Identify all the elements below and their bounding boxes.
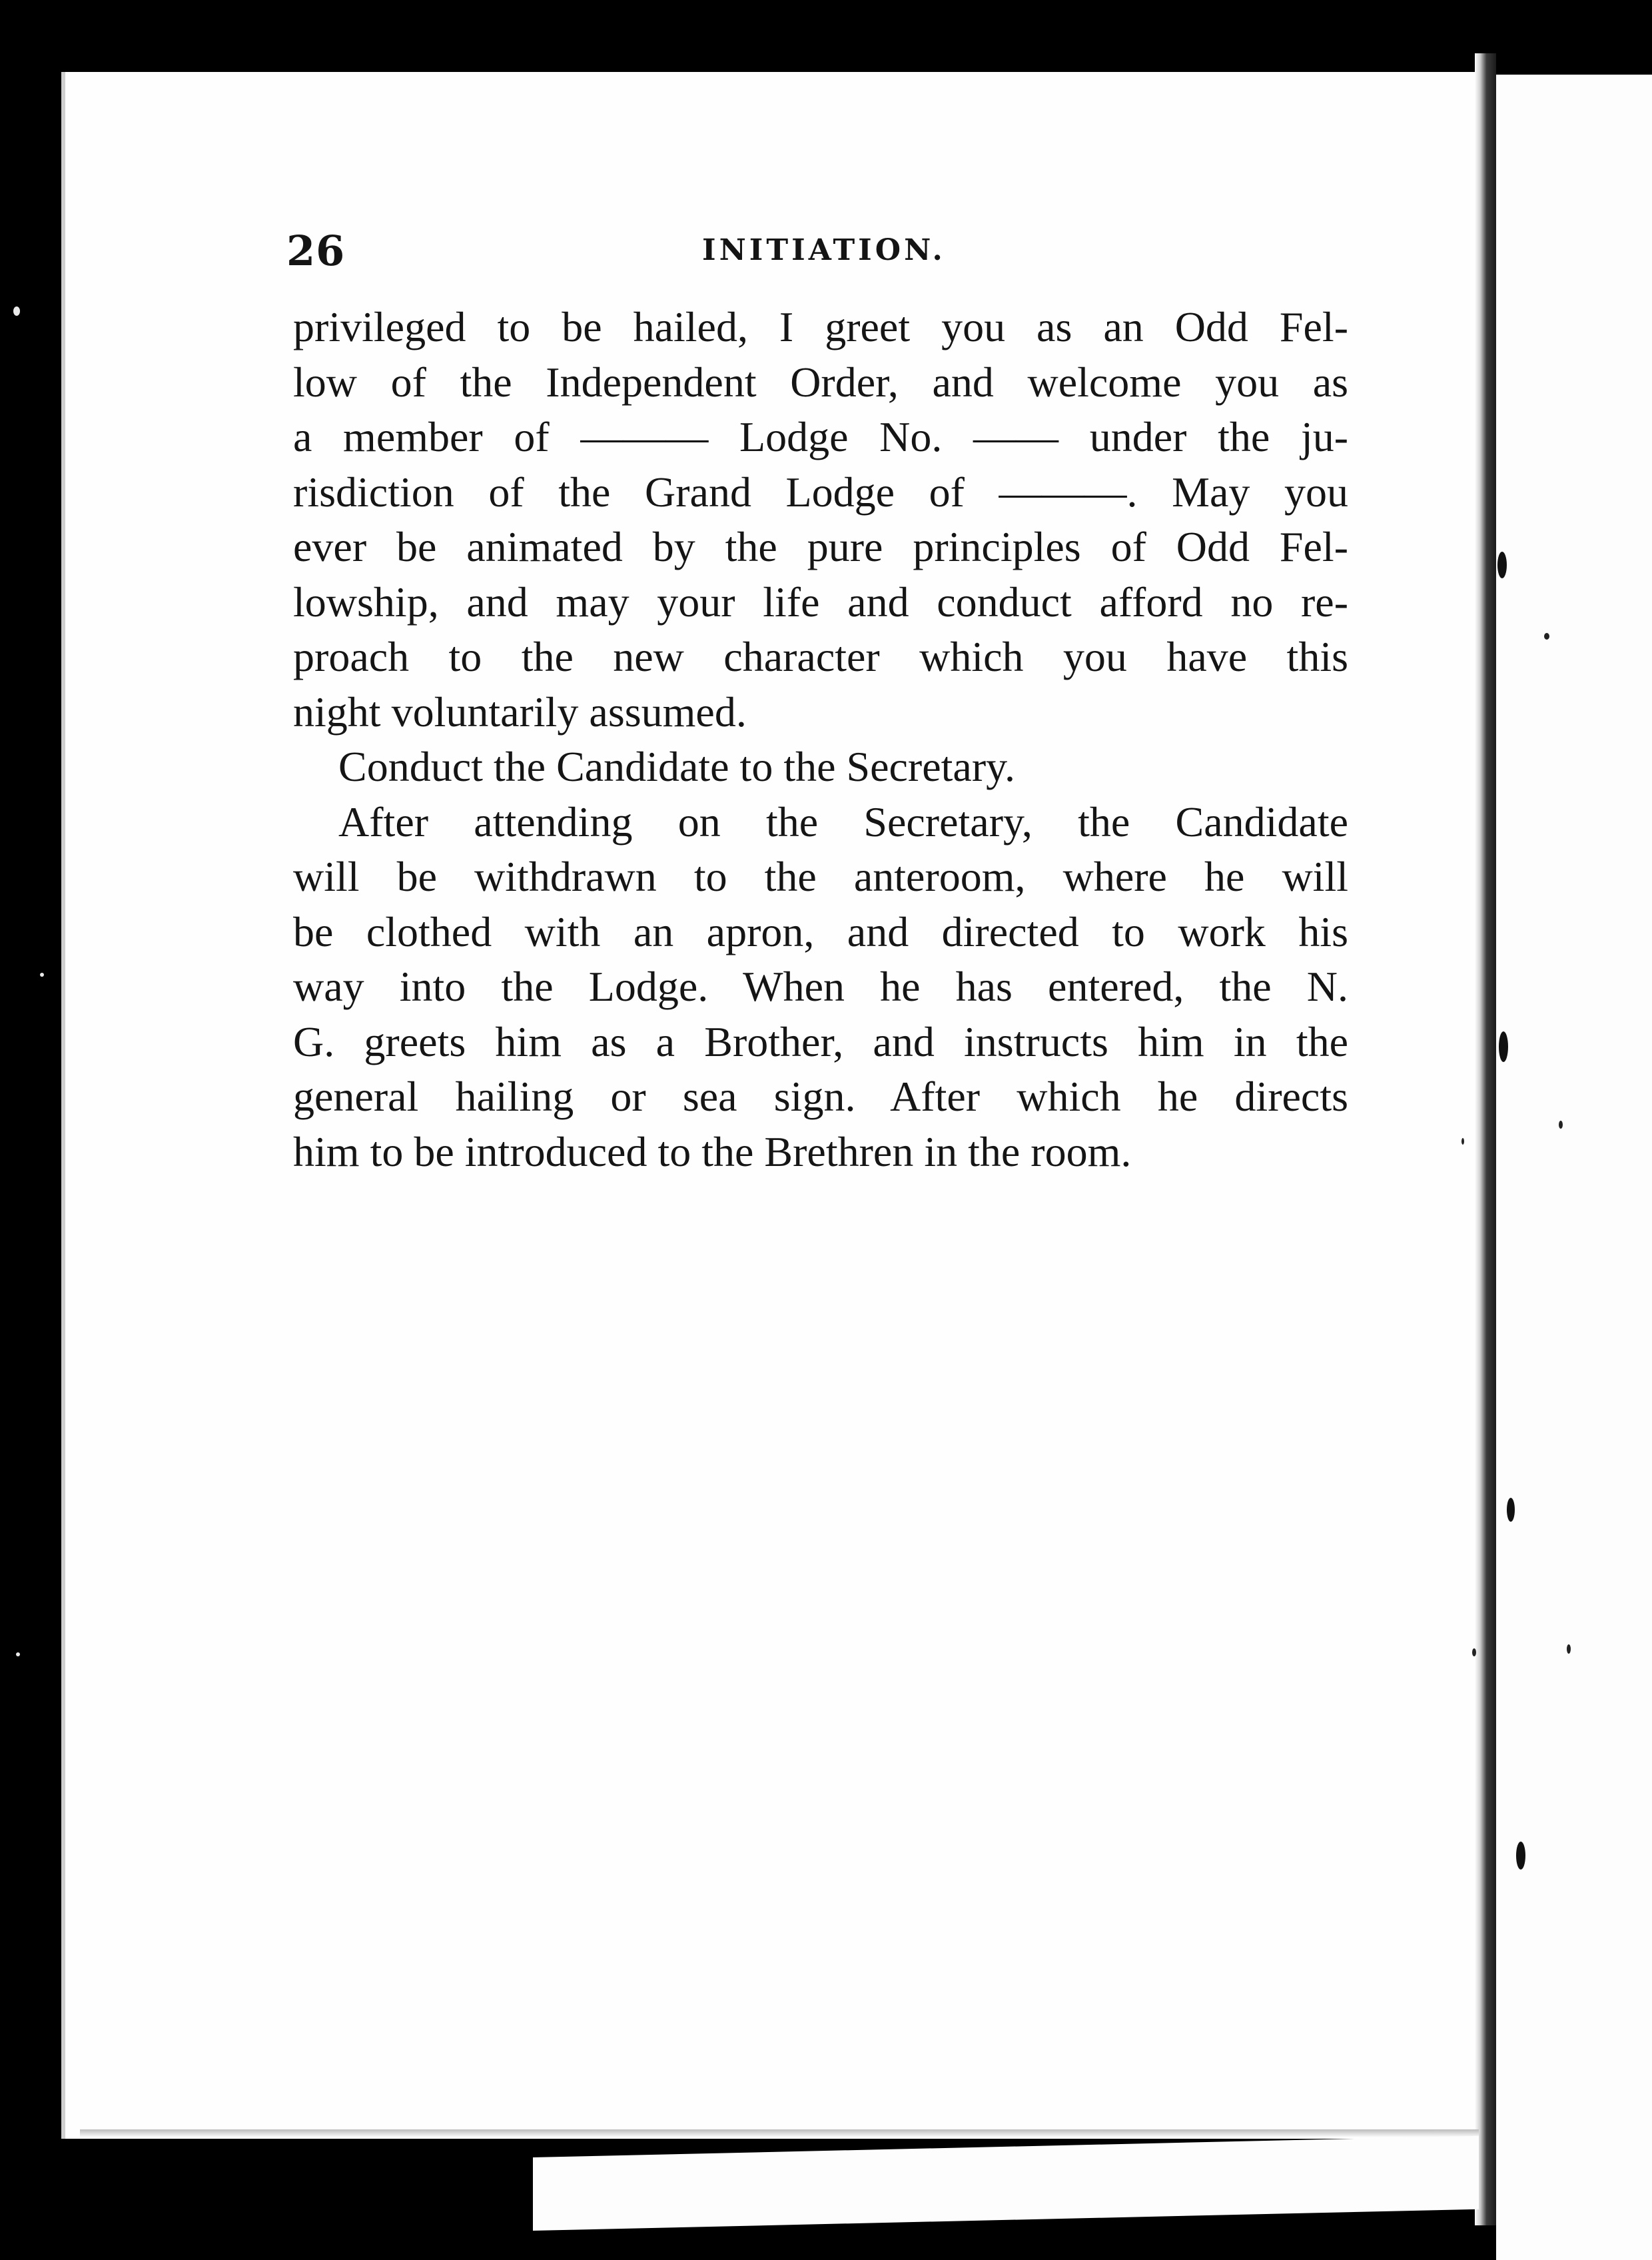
- spine-mark: [1499, 1031, 1508, 1062]
- dust-speck: [1461, 1138, 1464, 1145]
- page-bottom-shadow: [80, 2129, 1479, 2137]
- dust-speck: [1544, 633, 1549, 640]
- dust-speck: [40, 973, 44, 977]
- text-line: him to be introduced to the Brethren in the room.: [293, 1127, 1132, 1175]
- text-line: After attending on the Secretary, the Candidate: [338, 798, 1348, 846]
- text-line: privileged to be hailed, I greet you as an Odd Fel-: [293, 303, 1348, 350]
- text-line: night voluntarily assumed.: [293, 688, 747, 736]
- book-gutter: [1475, 53, 1496, 2225]
- text-line: general hailing or sea sign. After which he directs: [293, 1073, 1348, 1120]
- text-line: a member of ——— Lodge No. —— under the ju-: [293, 413, 1348, 460]
- text-line: way into the Lodge. When he has entered, the N.: [293, 963, 1348, 1010]
- text-line: risdiction of the Grand Lodge of ———. May you: [293, 468, 1348, 516]
- paragraph-secretary: [293, 795, 1348, 1180]
- text-line: low of the Independent Order, and welcome you as: [293, 358, 1348, 406]
- dust-speck: [1567, 1644, 1571, 1654]
- spine-mark: [1497, 552, 1507, 578]
- text-line: proach to the new character which you have this: [293, 633, 1348, 680]
- text-line: will be withdrawn to the anteroom, where he will: [293, 853, 1348, 900]
- dust-speck: [16, 1652, 20, 1656]
- lower-paper-edge: [533, 2136, 1479, 2231]
- dust-speck: [1472, 1648, 1476, 1656]
- running-head: [286, 227, 1352, 273]
- text-line: be clothed with an apron, and directed to work his: [293, 907, 1348, 955]
- spine-mark: [1507, 1498, 1515, 1522]
- page-number: 26: [286, 227, 346, 275]
- dust-speck: [1559, 1121, 1563, 1129]
- dust-speck: [13, 306, 20, 316]
- text-line: lowship, and may your life and conduct afford no re-: [293, 578, 1348, 626]
- paragraph-instruction: [293, 740, 1348, 795]
- spine-mark: [1516, 1842, 1525, 1870]
- text-line: ever be animated by the pure principles of Odd Fel-: [293, 523, 1348, 570]
- text-line: Conduct the Candidate to the Secretary.: [338, 743, 1015, 790]
- body-text: [293, 300, 1348, 1179]
- running-head-title: INITIATION.: [702, 233, 946, 267]
- paragraph-oath-greeting: [293, 300, 1348, 740]
- text-line: G. greets him as a Brother, and instructs him in the: [293, 1017, 1348, 1065]
- adjacent-page-edge: [1496, 75, 1652, 2260]
